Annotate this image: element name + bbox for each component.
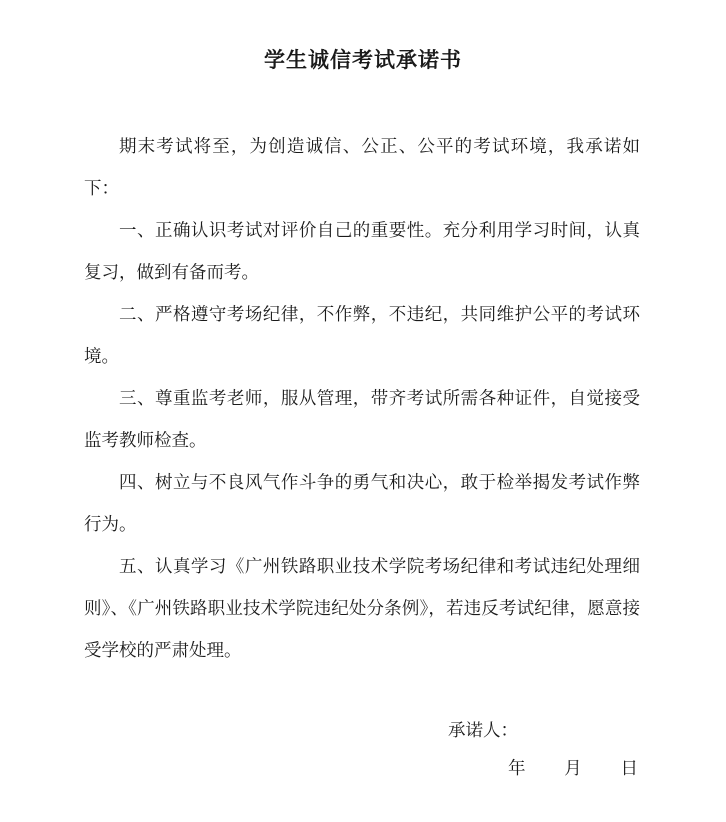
document-body — [84, 126, 640, 672]
date-line — [508, 754, 638, 784]
paragraph-item-1: 一、正确认识考试对评价自己的重要性。充分利用学习时间，认真复习，做到有备而考。 — [84, 221, 640, 283]
signature-label: 承诺人： — [448, 721, 518, 741]
paragraph-intro: 期末考试将至，为创造诚信、公正、公平的考试环境，我承诺如下： — [84, 137, 640, 199]
paragraph-item-2: 二、严格遵守考场纪律，不作弊，不违纪，共同维护公平的考试环境。 — [84, 305, 640, 367]
paragraph-item-4: 四、树立与不良风气作斗争的勇气和决心，敢于检举揭发考试作弊行为。 — [84, 473, 640, 535]
date-day-label: 日 — [620, 759, 638, 779]
date-month-label: 月 — [564, 759, 582, 779]
document-title: 学生诚信考试承诺书 — [264, 48, 462, 72]
paragraph-item-5: 五、认真学习《广州铁路职业技术学院考场纪律和考试违纪处理细则》、《广州铁路职业技术学院违纪处分条例》，若违反考试纪律，愿意接受学校的严肃处理。 — [84, 557, 640, 661]
date-year-label: 年 — [508, 759, 526, 779]
paragraph-item-3: 三、尊重监考老师，服从管理，带齐考试所需各种证件，自觉接受监考教师检查。 — [84, 389, 640, 451]
